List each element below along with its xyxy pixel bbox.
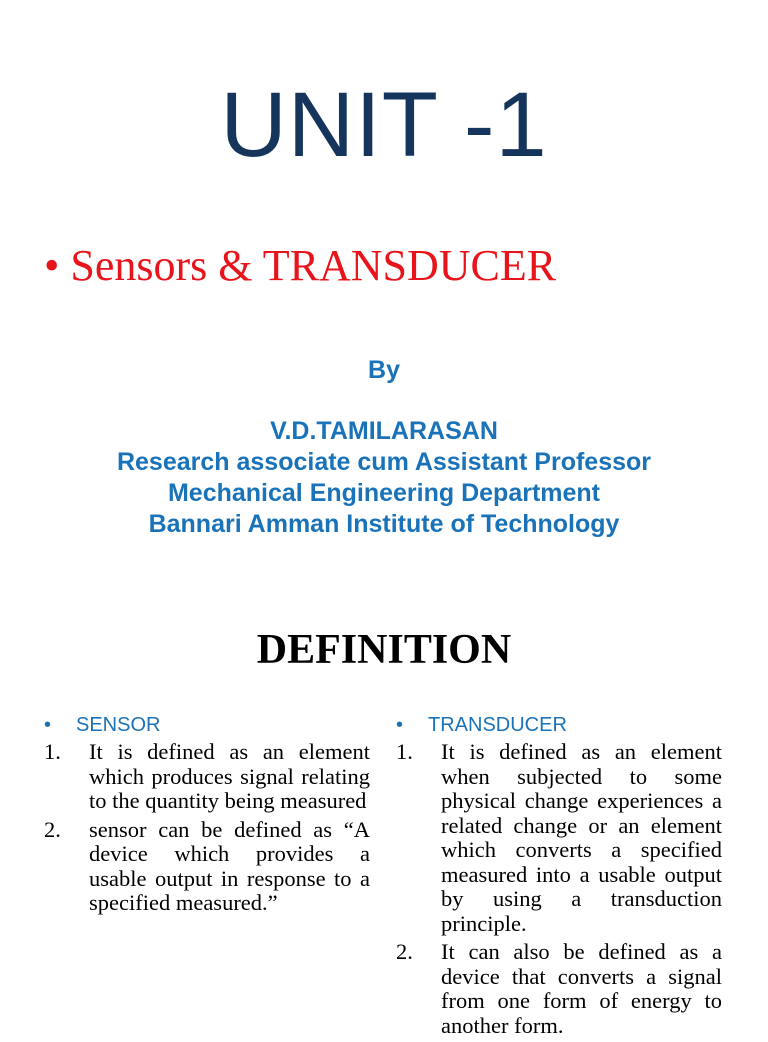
author-position: Research associate cum Assistant Professor (116, 448, 652, 476)
by-label: By (368, 356, 400, 384)
item-number: 1. (396, 739, 413, 764)
item-text: sensor can be defined as “A device which provides a usable output in response to a specified measured.” (89, 816, 370, 915)
sensor-column (44, 710, 370, 920)
transducer-heading (396, 710, 722, 740)
item-number: 2. (396, 939, 413, 964)
item-number: 1. (44, 739, 61, 764)
transducer-column (396, 710, 722, 1042)
item-text: It is defined as an element which produces signal relating to the quantity being measured (89, 739, 370, 813)
transducer-heading-text: TRANSDUCER (428, 714, 567, 736)
list-item (44, 740, 370, 814)
list-item (396, 940, 722, 1038)
item-number: 2. (44, 816, 61, 842)
slide-title: UNIT -1 (220, 74, 548, 176)
bullet-icon: • (44, 714, 52, 736)
bullet-icon: • (396, 714, 404, 736)
list-item (44, 818, 370, 916)
author-name: V.D.TAMILARASAN (270, 417, 498, 445)
item-text: It can also be defined as a device that converts a signal from one form of energy to another form. (441, 939, 722, 1038)
item-text: It is defined as an element when subjected to some physical change experiences a related change or an element which converts a specified measured into a usable output by using a transduction principle. (441, 739, 722, 936)
definition-title: DEFINITION (256, 627, 512, 673)
list-item (396, 740, 722, 936)
sensor-heading (44, 710, 370, 740)
author-institution: Bannari Amman Institute of Technology (148, 510, 620, 538)
sensor-heading-text: SENSOR (76, 714, 161, 736)
author-department: Mechanical Engineering Department (167, 479, 601, 507)
topic-bullet: • Sensors & TRANSDUCER (44, 241, 557, 290)
author-block (0, 352, 768, 540)
